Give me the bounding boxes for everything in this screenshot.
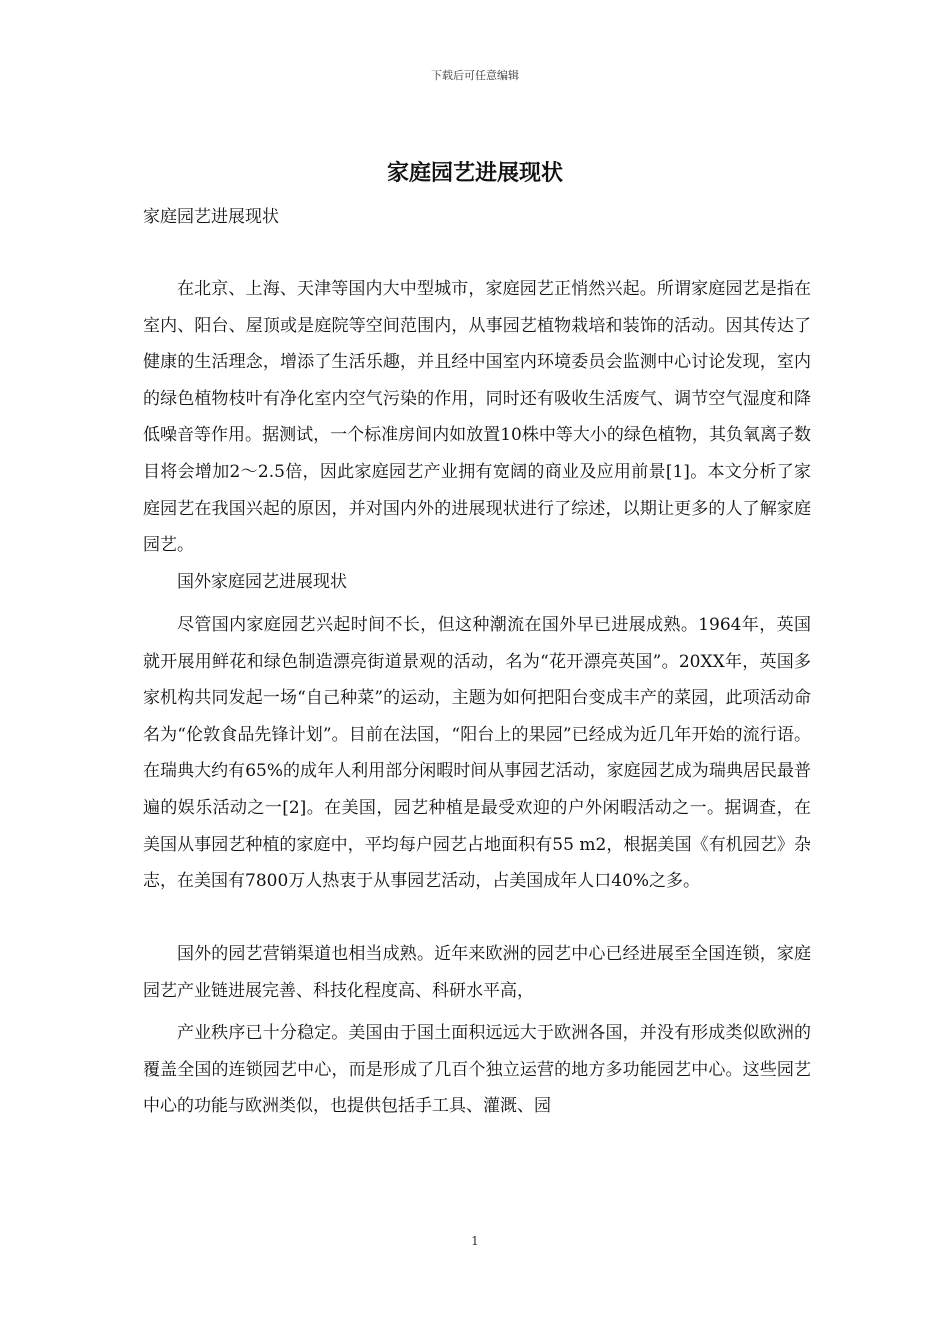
header-note: 下载后可任意编辑 bbox=[431, 69, 519, 82]
paragraph-marketing-channels: 国外的园艺营销渠道也相当成熟。近年来欧洲的园艺中心已经进展至全国连锁，家庭园艺产业链进展完善、科技化程度高、科研水平高， bbox=[143, 944, 811, 1001]
page-number: 1 bbox=[471, 1234, 479, 1248]
document-subtitle: 家庭园艺进展现状 bbox=[143, 207, 279, 227]
document-title: 家庭园艺进展现状 bbox=[386, 160, 563, 186]
body-block-intro bbox=[143, 271, 811, 600]
section-heading-foreign: 国外家庭园艺进展现状 bbox=[177, 571, 347, 592]
body-block-industry bbox=[143, 1015, 811, 1125]
paragraph-foreign-development: 尽管国内家庭园艺兴起时间不长，但这种潮流在国外早已进展成熟。1964年，英国就开展用鲜花和绿色制造漂亮街道景观的活动，名为“花开漂亮英国”。20XX年，英国多家机构共同发起一场“自己种菜”的运动，主题为如何把阳台变成丰产的菜园，此项活动命名为“伦敦食品先锋计划”。目前在法国，“阳台上的果园”已经成为近几年开始的流行语。在瑞典大约有65%的成年人利用部分闲暇时间从事园艺活动，家庭园艺成为瑞典居民最普遍的娱乐活动之一[2]。在美国，园艺种植是最受欢迎的户外闲暇活动之一。据调查，在美国从事园艺种植的家庭中，平均每户园艺占地面积有55 m2，根据美国《有机园艺》杂志，在美国有7800万人热衷于从事园艺活动，占美国成年人口40%之多。 bbox=[143, 615, 811, 892]
body-block-foreign bbox=[143, 607, 811, 1010]
paragraph-industry-order: 产业秩序已十分稳定。美国由于国土面积远远大于欧洲各国，并没有形成类似欧洲的覆盖全国的连锁园艺中心，而是形成了几百个独立运营的地方多功能园艺中心。这些园艺中心的功能与欧洲类似，也提供包括手工具、灌溉、园 bbox=[143, 1023, 811, 1117]
paragraph-intro: 在北京、上海、天津等国内大中型城市，家庭园艺正悄然兴起。所谓家庭园艺是指在室内、阳台、屋顶或是庭院等空间范围内，从事园艺植物栽培和装饰的活动。因其传达了健康的生活理念，增添了生活乐趣，并且经中国室内环境委员会监测中心讨论发现，室内的绿色植物枝叶有净化室内空气污染的作用，同时还有吸收生活废气、调节空气湿度和降低噪音等作用。据测试，一个标准房间内如放置10株中等大小的绿色植物，其负氧离子数目将会增加2～2.5倍，因此家庭园艺产业拥有宽阔的商业及应用前景[1]。本文分析了家庭园艺在我国兴起的原因，并对国内外的进展现状进行了综述，以期让更多的人了解家庭园艺。 bbox=[143, 279, 811, 556]
